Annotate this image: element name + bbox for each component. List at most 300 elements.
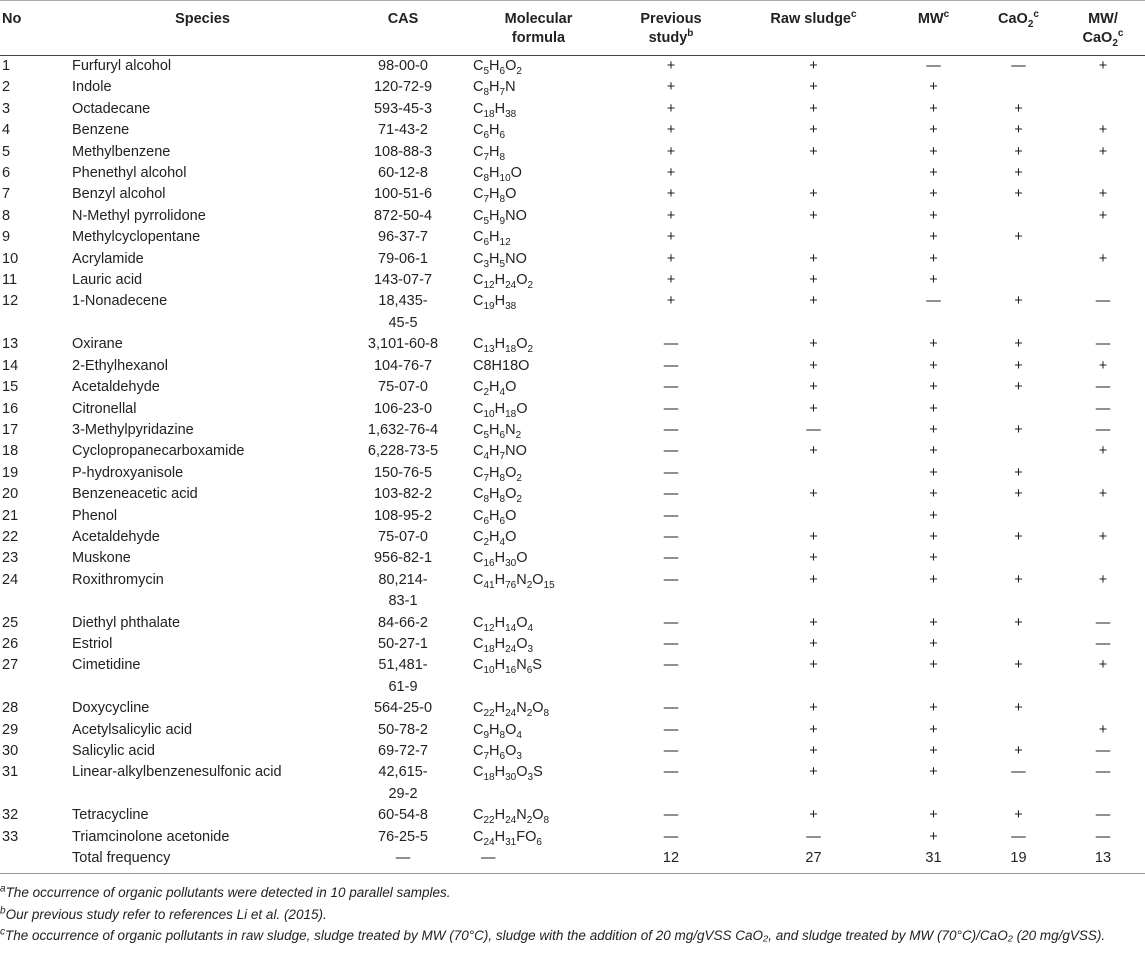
row-cao2: + — [1014, 464, 1023, 481]
total-cas: — — [335, 848, 471, 874]
row-mw-cao2: — — [1095, 807, 1111, 824]
row-previous-study: + — [666, 207, 676, 224]
table-row — [0, 527, 1145, 548]
row-cao2: + — [1014, 807, 1023, 824]
row-no: 12 — [2, 293, 19, 310]
row-cas: 150-76-5 — [373, 464, 433, 481]
col-mw-cao2-header: MW/ CaO$_2^c$ — [1061, 1, 1145, 56]
row-previous-study: — — [663, 486, 679, 503]
table-row — [0, 399, 1145, 420]
col-previous-study-header: Previous study$^b$ — [606, 1, 736, 56]
row-formula: $C_{12}H_{14}O_4$ — [473, 614, 534, 634]
row-mw: + — [929, 614, 938, 631]
footnote: $^b$Our previous study refer to references Li et al. (2015). — [0, 905, 327, 922]
row-no: 32 — [2, 807, 19, 824]
row-mw-cao2: — — [1095, 379, 1111, 396]
row-raw-sludge: + — [809, 186, 818, 203]
row-formula: $C_8H_{10}O$ — [473, 165, 522, 184]
table-row — [0, 163, 1145, 184]
row-no: 13 — [2, 336, 19, 353]
row-formula: $C_{10}H_{16}N_6S$ — [473, 657, 542, 677]
row-mw-cao2: + — [1098, 357, 1108, 374]
row-cas: 120-72-9 — [373, 79, 433, 96]
row-cao2: — — [1011, 764, 1026, 781]
table-row — [0, 548, 1145, 569]
row-formula: C8H18O — [473, 357, 530, 374]
row-cao2: — — [1011, 58, 1026, 74]
table-row — [0, 142, 1145, 163]
row-formula: $C_{22}H_{24}N_2O_8$ — [473, 700, 550, 720]
row-mw-cao2: — — [1095, 293, 1111, 310]
row-raw-sludge: + — [809, 571, 818, 588]
row-previous-study: + — [666, 58, 676, 74]
row-mw-cao2 — [1061, 548, 1145, 569]
row-species: 3-Methylpyridazine — [72, 421, 194, 438]
row-previous-study: — — [663, 464, 679, 481]
row-raw-sludge: + — [809, 614, 818, 631]
row-mw: + — [929, 229, 938, 246]
row-formula: $C_7H_6O_3$ — [473, 743, 522, 762]
row-no: 28 — [2, 700, 19, 717]
row-formula: $C_{18}H_{24}O_3$ — [473, 635, 534, 655]
row-mw-cao2: + — [1098, 58, 1108, 74]
row-raw-sludge: + — [809, 743, 818, 759]
row-species: Methylcyclopentane — [72, 229, 201, 246]
row-cao2: + — [1014, 186, 1023, 203]
row-formula: $C_7H_8O_2$ — [473, 464, 522, 484]
row-mw-cao2 — [1061, 163, 1145, 184]
row-formula: $C_{19}H_{38}$ — [473, 293, 517, 313]
row-mw-cao2: + — [1098, 528, 1108, 545]
row-mw: + — [929, 700, 938, 717]
row-cao2 — [976, 77, 1061, 98]
row-mw-cao2: — — [1095, 614, 1111, 631]
row-mw: + — [929, 764, 938, 781]
row-no: 15 — [2, 379, 19, 396]
row-species: Octadecane — [72, 100, 151, 117]
row-species: Acetylsalicylic acid — [72, 721, 193, 738]
row-species: Acetaldehyde — [72, 379, 160, 396]
row-previous-study: — — [663, 507, 679, 524]
row-cas: 104-76-7 — [373, 357, 433, 374]
row-raw-sludge — [736, 506, 891, 527]
row-species: Benzyl alcohol — [72, 186, 166, 203]
row-species: Tetracycline — [72, 807, 149, 824]
table-row — [0, 805, 1145, 826]
table-row — [0, 227, 1145, 248]
table-row — [0, 291, 1145, 334]
row-no: 9 — [2, 229, 11, 246]
row-species: Lauric acid — [72, 272, 143, 289]
row-no: 26 — [2, 635, 19, 652]
row-cao2: + — [1014, 336, 1023, 353]
table-body — [0, 56, 1145, 874]
row-raw-sludge: + — [809, 143, 818, 160]
row-cas: 1,632-76-4 — [367, 421, 439, 438]
row-no: 27 — [2, 657, 19, 674]
row-species: Acrylamide — [72, 250, 144, 267]
row-cao2 — [976, 548, 1061, 569]
row-cas: 50-78-2 — [378, 721, 428, 738]
total-mw: 31 — [891, 848, 976, 874]
row-formula: $C_{41}H_{76}N_2O_{15}$ — [473, 571, 555, 591]
table-row — [0, 206, 1145, 227]
footnote: $^c$The occurrence of organic pollutants in raw sludge, sludge treated by MW (70°C), sludge with the addition of 20 mg/gVSS CaO₂, and sludge treated by MW (70°C)/CaO₂ (20 mg/gVSS). — [0, 926, 1106, 944]
row-mw: — — [926, 293, 941, 310]
row-mw-cao2: + — [1098, 250, 1108, 267]
row-raw-sludge: + — [809, 100, 818, 117]
row-cao2: + — [1014, 229, 1023, 246]
row-raw-sludge: + — [809, 657, 818, 674]
table-row — [0, 655, 1145, 698]
row-raw-sludge: + — [809, 379, 818, 396]
row-mw: + — [929, 635, 938, 652]
table-row — [0, 762, 1145, 805]
total-no — [0, 848, 70, 874]
row-cas: 103-82-2 — [373, 486, 433, 503]
row-raw-sludge: + — [809, 550, 818, 567]
row-raw-sludge: + — [809, 400, 818, 417]
row-formula: $C_8H_8O_2$ — [473, 486, 522, 506]
row-species: Linear-alkylbenzenesulfonic acid — [72, 764, 282, 781]
row-cas: 71-43-2 — [378, 122, 428, 139]
row-cao2: + — [1014, 379, 1023, 396]
row-cas: 80,214- 83-1 — [378, 571, 428, 610]
row-mw-cao2: + — [1098, 571, 1108, 588]
row-previous-study: — — [663, 550, 679, 567]
row-cao2 — [976, 270, 1061, 291]
row-species: Cimetidine — [72, 657, 141, 674]
row-previous-study: — — [663, 614, 679, 631]
row-mw: + — [929, 250, 938, 267]
row-cas: 79-06-1 — [378, 250, 428, 267]
table-row — [0, 827, 1145, 848]
row-raw-sludge: + — [809, 443, 818, 460]
row-raw-sludge: + — [809, 635, 818, 652]
row-no: 16 — [2, 400, 19, 417]
row-previous-study: — — [663, 700, 679, 717]
row-no: 5 — [2, 143, 11, 160]
row-species: Salicylic acid — [72, 743, 155, 759]
row-formula: $C_7H_8$ — [473, 143, 506, 163]
row-previous-study: + — [666, 293, 676, 310]
total-formula: — — [471, 848, 606, 874]
row-cao2: + — [1014, 357, 1023, 374]
row-previous-study: + — [666, 165, 676, 182]
row-cao2: + — [1014, 743, 1023, 759]
row-species: Roxithromycin — [72, 571, 164, 588]
row-raw-sludge: + — [809, 272, 818, 289]
row-mw-cao2: — — [1095, 764, 1111, 781]
table-row — [0, 463, 1145, 484]
row-no: 19 — [2, 464, 19, 481]
row-mw: + — [929, 721, 938, 738]
row-mw-cao2 — [1061, 227, 1145, 248]
row-species: Diethyl phthalate — [72, 614, 181, 631]
row-previous-study: — — [663, 828, 679, 845]
row-no: 8 — [2, 207, 11, 224]
row-mw: + — [929, 207, 938, 224]
row-previous-study: + — [666, 229, 676, 246]
row-cao2: + — [1014, 165, 1023, 182]
row-cas: 106-23-0 — [373, 400, 433, 417]
row-mw-cao2: + — [1098, 207, 1108, 224]
row-raw-sludge: + — [809, 250, 818, 267]
row-species: Indole — [72, 79, 112, 96]
footnotes — [0, 874, 1145, 947]
row-mw: + — [929, 507, 938, 524]
row-no: 18 — [2, 443, 19, 460]
row-raw-sludge: + — [809, 357, 818, 374]
col-cao2-header: CaO$_2^c$ — [976, 1, 1061, 56]
table-row — [0, 570, 1145, 613]
row-cao2 — [976, 441, 1061, 462]
row-previous-study: — — [663, 764, 679, 781]
row-formula: $C_6H_6$ — [473, 122, 506, 142]
row-mw: — — [926, 58, 941, 74]
row-mw: + — [929, 464, 938, 481]
row-previous-study: — — [663, 635, 679, 652]
row-cas: 96-37-7 — [378, 229, 428, 246]
row-no: 4 — [2, 122, 11, 139]
row-no: 31 — [2, 764, 19, 781]
row-cas: 98-00-0 — [378, 58, 428, 74]
row-formula: $C_{18}H_{30}O_3S$ — [473, 764, 543, 784]
table-row — [0, 184, 1145, 205]
row-raw-sludge: + — [809, 293, 818, 310]
row-cao2 — [976, 399, 1061, 420]
row-mw-cao2: + — [1098, 143, 1108, 160]
table-row — [0, 120, 1145, 141]
row-mw: + — [929, 357, 938, 374]
row-formula: $C_9H_8O_4$ — [473, 721, 522, 741]
row-species: Benzene — [72, 122, 130, 139]
row-previous-study: — — [663, 571, 679, 588]
row-previous-study: + — [666, 143, 676, 160]
row-formula: $C_2H_4O$ — [473, 528, 517, 548]
table-row — [0, 441, 1145, 462]
row-mw: + — [929, 272, 938, 289]
row-cas: 75-07-0 — [378, 379, 428, 396]
row-cas: 872-50-4 — [373, 207, 433, 224]
row-mw-cao2 — [1061, 698, 1145, 719]
total-previous-study: 12 — [606, 848, 736, 874]
row-mw-cao2: — — [1095, 635, 1111, 652]
row-cas: 75-07-0 — [378, 528, 428, 545]
table-row — [0, 56, 1145, 78]
row-raw-sludge — [736, 163, 891, 184]
row-formula: $C_4H_7NO$ — [473, 443, 527, 463]
row-species: Phenol — [72, 507, 118, 524]
row-no: 11 — [2, 272, 18, 289]
row-species: Doxycycline — [72, 700, 150, 717]
row-mw-cao2 — [1061, 506, 1145, 527]
col-mw-header: $MW^c$ — [891, 1, 976, 56]
row-mw: + — [929, 550, 938, 567]
row-no: 6 — [2, 165, 11, 182]
row-species: Triamcinolone acetonide — [72, 828, 230, 845]
footnote: $^a$The occurrence of organic pollutants were detected in 10 parallel samples. — [0, 883, 451, 901]
col-no-header: No — [0, 1, 70, 56]
row-no: 2 — [2, 79, 11, 96]
row-no: 3 — [2, 100, 11, 117]
row-raw-sludge: + — [809, 79, 818, 96]
row-species: Citronellal — [72, 400, 137, 417]
row-cao2: + — [1014, 100, 1023, 117]
row-formula: $C_2H_4O$ — [473, 379, 517, 398]
col-formula-header: Molecular formula — [471, 1, 606, 56]
row-formula: $C_{10}H_{18}O$ — [473, 400, 528, 420]
row-mw: + — [929, 528, 938, 545]
row-mw-cao2: + — [1098, 486, 1108, 503]
row-species: 2-Ethylhexanol — [72, 357, 168, 374]
header-row — [0, 1, 1145, 56]
row-mw-cao2 — [1061, 99, 1145, 120]
row-cas: 76-25-5 — [378, 828, 428, 845]
row-formula: $C_6H_{12}$ — [473, 229, 511, 249]
table-row — [0, 334, 1145, 355]
table-row — [0, 506, 1145, 527]
row-mw: + — [929, 828, 938, 845]
col-raw-sludge-header: Raw sludge$^c$ — [736, 1, 891, 56]
total-cao2: 19 — [976, 848, 1061, 874]
table-row — [0, 377, 1145, 398]
row-no: 7 — [2, 186, 11, 203]
row-mw-cao2: — — [1095, 421, 1111, 438]
row-mw: + — [929, 400, 938, 417]
table-row — [0, 613, 1145, 634]
row-previous-study: + — [666, 186, 676, 203]
table-row — [0, 698, 1145, 719]
row-species: Cyclopropanecarboxamide — [72, 443, 245, 460]
row-cao2: + — [1014, 293, 1023, 310]
row-previous-study: + — [666, 122, 676, 139]
row-cao2: + — [1014, 122, 1023, 139]
row-mw-cao2: + — [1098, 443, 1108, 460]
row-species: 1-Nonadecene — [72, 293, 168, 310]
row-cas: 100-51-6 — [373, 186, 433, 203]
row-cas: 143-07-7 — [373, 272, 433, 289]
row-cao2: + — [1014, 614, 1023, 631]
row-cas: 42,615- 29-2 — [378, 764, 428, 802]
table-row — [0, 356, 1145, 377]
row-previous-study: — — [663, 379, 679, 396]
table-row — [0, 634, 1145, 655]
row-raw-sludge: — — [806, 828, 821, 845]
row-previous-study: + — [666, 79, 676, 96]
table-row — [0, 741, 1145, 762]
col-species-header: Species — [70, 1, 335, 56]
row-cao2: + — [1014, 571, 1023, 588]
row-cao2 — [976, 249, 1061, 270]
row-mw-cao2 — [1061, 270, 1145, 291]
row-cao2: + — [1014, 700, 1023, 717]
row-mw-cao2: + — [1098, 721, 1108, 738]
row-mw: + — [929, 379, 938, 396]
row-previous-study: — — [663, 657, 679, 674]
row-formula: $C_{24}H_{31}FO_6$ — [473, 828, 542, 848]
row-cao2 — [976, 506, 1061, 527]
table-row — [0, 270, 1145, 291]
row-previous-study: — — [663, 807, 679, 824]
row-no: 1 — [2, 58, 11, 74]
row-mw: + — [929, 122, 938, 139]
col-cas-header: CAS — [335, 1, 471, 56]
total-mw-cao2: 13 — [1061, 848, 1145, 874]
row-cao2: + — [1014, 421, 1023, 438]
row-raw-sludge: + — [809, 207, 818, 224]
row-formula: $C_5H_9NO$ — [473, 207, 527, 227]
row-no: 30 — [2, 743, 19, 759]
row-mw: + — [929, 336, 938, 353]
row-cao2: + — [1014, 657, 1023, 674]
row-mw: + — [929, 100, 938, 117]
row-previous-study: — — [663, 443, 679, 460]
row-raw-sludge: + — [809, 807, 818, 824]
row-previous-study: — — [663, 336, 679, 353]
row-formula: $C_7H_8O$ — [473, 186, 517, 206]
row-cas: 60-54-8 — [378, 807, 428, 824]
row-cas: 18,435- 45-5 — [378, 293, 428, 331]
row-species: N-Methyl pyrrolidone — [72, 207, 206, 224]
row-mw-cao2: + — [1098, 657, 1108, 674]
row-formula: $C_{16}H_{30}O$ — [473, 550, 528, 570]
row-previous-study: + — [666, 100, 676, 117]
row-cas: 564-25-0 — [373, 700, 433, 717]
table-row — [0, 99, 1145, 120]
row-previous-study: — — [663, 721, 679, 738]
row-species: Benzeneacetic acid — [72, 486, 198, 503]
row-cao2: + — [1014, 528, 1023, 545]
row-no: 20 — [2, 486, 19, 503]
row-formula: $C_{13}H_{18}O_2$ — [473, 336, 534, 356]
row-mw: + — [929, 571, 938, 588]
row-mw-cao2: — — [1095, 743, 1111, 759]
row-mw: + — [929, 743, 938, 759]
row-cao2: + — [1014, 143, 1023, 160]
row-cas: 956-82-1 — [373, 550, 433, 567]
row-mw-cao2: — — [1095, 336, 1111, 353]
row-mw: + — [929, 657, 938, 674]
row-raw-sludge: + — [809, 764, 818, 781]
row-mw: + — [929, 486, 938, 503]
row-cas: 6,228-73-5 — [367, 443, 439, 460]
row-previous-study: — — [663, 743, 679, 759]
row-species: Estriol — [72, 635, 113, 652]
row-mw: + — [929, 79, 938, 96]
row-raw-sludge: + — [809, 486, 818, 503]
row-cao2 — [976, 720, 1061, 741]
row-mw: + — [929, 165, 938, 182]
total-raw-sludge: 27 — [736, 848, 891, 874]
row-raw-sludge — [736, 463, 891, 484]
row-formula: $C_5H_6O_2$ — [473, 58, 522, 77]
row-mw-cao2: + — [1098, 122, 1108, 139]
row-cas: 69-72-7 — [378, 743, 428, 759]
table-row — [0, 484, 1145, 505]
row-raw-sludge: — — [806, 421, 821, 438]
row-mw-cao2 — [1061, 463, 1145, 484]
row-mw: + — [929, 186, 938, 203]
row-no: 10 — [2, 250, 19, 267]
table-row — [0, 420, 1145, 441]
row-cas: 84-66-2 — [378, 614, 428, 631]
row-no: 17 — [2, 421, 19, 438]
row-mw: + — [929, 421, 938, 438]
row-no: 23 — [2, 550, 19, 567]
row-raw-sludge: + — [809, 122, 818, 139]
row-no: 14 — [2, 357, 19, 374]
